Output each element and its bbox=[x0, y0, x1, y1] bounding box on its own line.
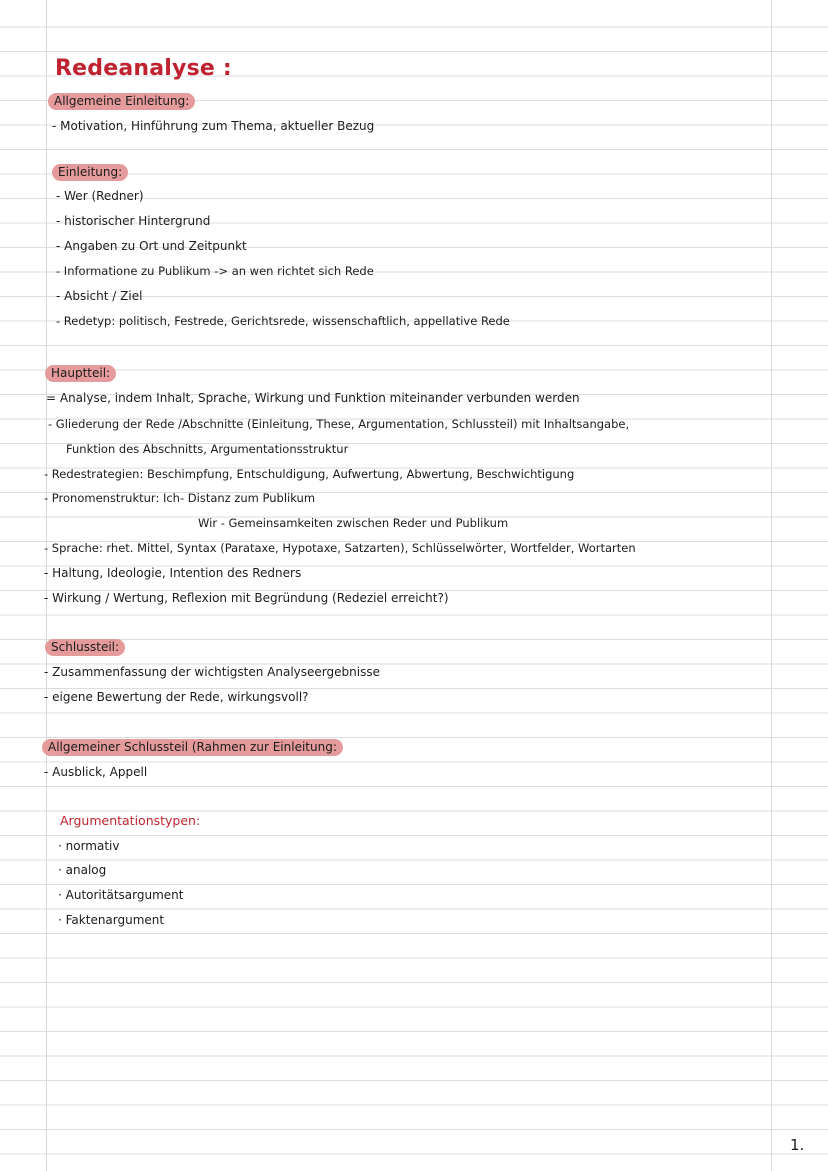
list-item: - Angaben zu Ort und Zeitpunkt bbox=[56, 239, 247, 253]
list-item: · Faktenargument bbox=[58, 913, 165, 927]
list-item: - Wirkung / Wertung, Reflexion mit Begründung (Redeziel erreicht?) bbox=[44, 591, 449, 605]
list-item: Funktion des Abschnitts, Argumentationsstruktur bbox=[66, 442, 349, 456]
list-item: · analog bbox=[58, 863, 107, 877]
heading-einleitung: Einleitung: bbox=[52, 164, 128, 181]
heading-schlussteil: Schlussteil: bbox=[45, 639, 125, 656]
heading-allgemeine-einleitung: Allgemeine Einleitung: bbox=[48, 93, 195, 110]
heading-allgemeiner-schlussteil: Allgemeiner Schlussteil (Rahmen zur Einleitung: bbox=[42, 739, 343, 756]
left-margin-rule bbox=[46, 0, 47, 1171]
right-margin-rule bbox=[771, 0, 772, 1171]
list-item: - historischer Hintergrund bbox=[56, 214, 211, 228]
list-item: = Analyse, indem Inhalt, Sprache, Wirkung und Funktion miteinander verbunden werden bbox=[46, 391, 580, 405]
list-item: - Wer (Redner) bbox=[56, 189, 144, 203]
page-number: 1. bbox=[790, 1136, 805, 1154]
heading-argumentationstypen: Argumentationstypen: bbox=[60, 813, 201, 828]
list-item: - Pronomenstruktur: Ich- Distanz zum Publikum bbox=[44, 491, 316, 505]
list-item: - Haltung, Ideologie, Intention des Redners bbox=[44, 566, 302, 580]
list-item: - Ausblick, Appell bbox=[44, 765, 148, 779]
page-title: Redeanalyse : bbox=[55, 56, 232, 81]
list-item: - Redestrategien: Beschimpfung, Entschuldigung, Aufwertung, Abwertung, Beschwichtigung bbox=[44, 467, 575, 481]
list-item: · normativ bbox=[58, 839, 120, 853]
list-item: - Zusammenfassung der wichtigsten Analyseergebnisse bbox=[44, 665, 380, 679]
list-item: · Autoritätsargument bbox=[58, 888, 184, 902]
list-item: - Informatione zu Publikum -> an wen richtet sich Rede bbox=[56, 264, 374, 278]
list-item: - Gliederung der Rede /Abschnitte (Einleitung, These, Argumentation, Schlussteil) mit Inhaltsangabe, bbox=[48, 417, 630, 431]
list-item: - Sprache: rhet. Mittel, Syntax (Parataxe, Hypotaxe, Satzarten), Schlüsselwörter, Wortfelder, Wortarten bbox=[44, 541, 636, 555]
list-item: - Absicht / Ziel bbox=[56, 289, 143, 303]
list-item: - Redetyp: politisch, Festrede, Gerichtsrede, wissenschaftlich, appellative Rede bbox=[56, 314, 510, 328]
heading-hauptteil: Hauptteil: bbox=[45, 365, 116, 382]
list-item: Wir - Gemeinsamkeiten zwischen Reder und Publikum bbox=[198, 516, 509, 530]
list-item: - eigene Bewertung der Rede, wirkungsvoll? bbox=[44, 690, 309, 704]
list-item: - Motivation, Hinführung zum Thema, aktueller Bezug bbox=[52, 119, 375, 133]
